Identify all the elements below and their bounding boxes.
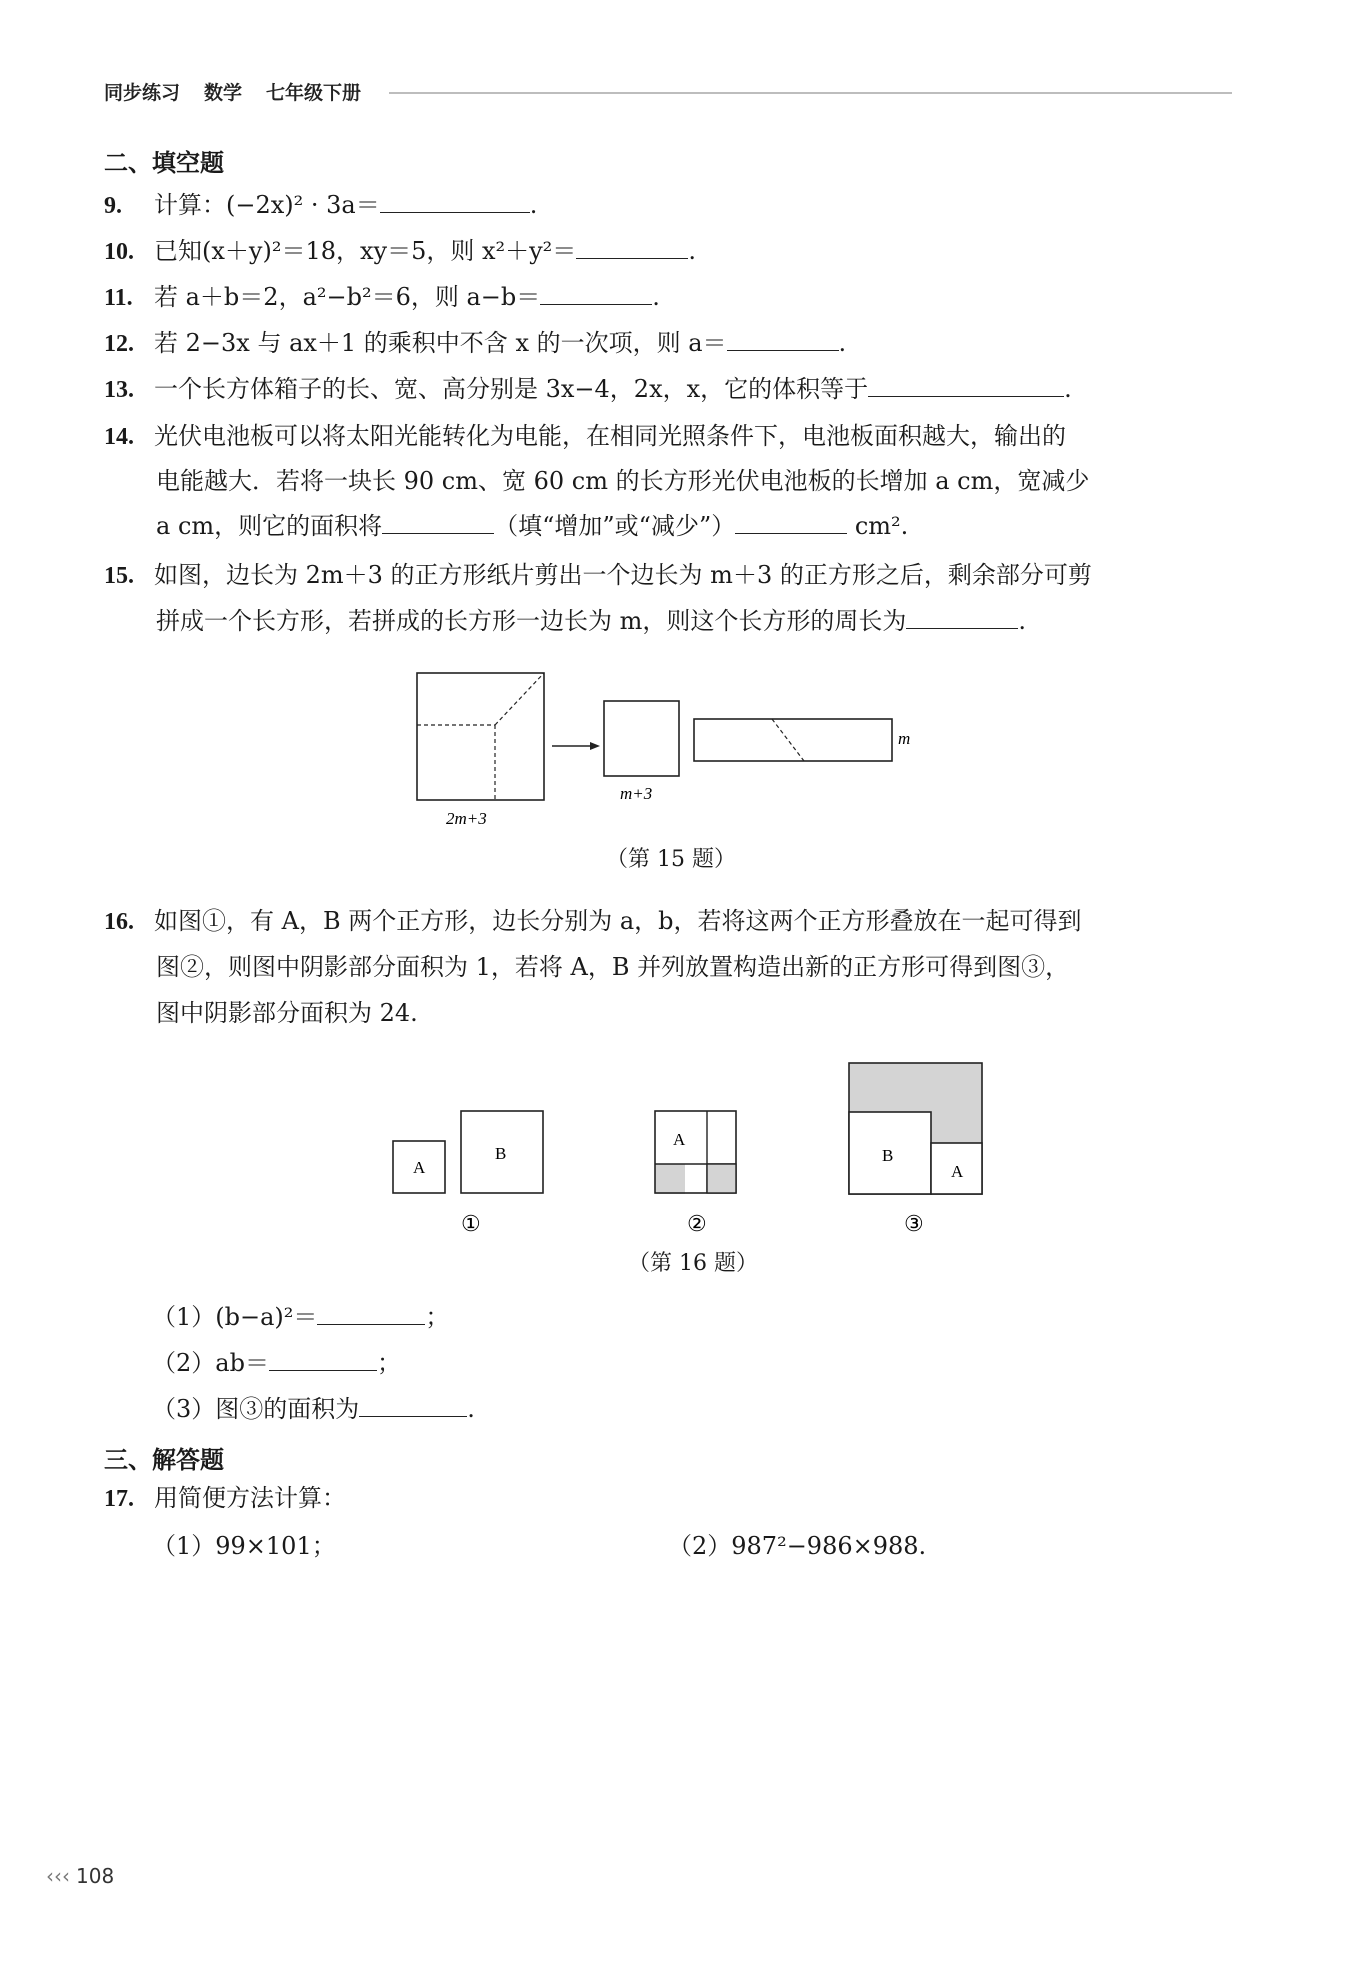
arrow-head [590,742,600,750]
question-text: 拼成一个长方形，若拼成的长方形一边长为 m，则这个长方形的周长为 [156,607,907,635]
question-17 [104,1475,1234,1522]
question-end: . [1018,607,1027,635]
answer-blank[interactable] [359,1392,467,1417]
fig2-label-a: A [673,1130,686,1149]
question-16-part2 [152,1343,401,1383]
question-number: 11. [104,285,133,311]
page-footer [46,1864,114,1888]
figure-15 [410,660,930,830]
small-square [604,701,679,776]
page-number: 108 [76,1864,115,1888]
question-text-line1: 如图①，有 A，B 两个正方形，边长分别为 a，b，若将这两个正方形叠放在一起可得到 [154,907,1082,935]
question-10 [104,228,1234,275]
question-15-line2 [156,598,1226,644]
question-text: 若 a＋b＝2，a²−b²＝6，则 a−b＝ [154,283,541,311]
question-9 [104,182,1234,229]
grade-title: 七年级下册 [266,81,362,104]
answer-blank[interactable] [380,188,530,213]
answer-blank-amount[interactable] [735,509,847,534]
question-text: （3）图③的面积为 [152,1395,360,1423]
question-end: ； [376,1349,401,1377]
answer-blank[interactable] [540,280,652,305]
question-number: 15. [104,563,134,589]
question-17-part1: （1）99×101； [152,1532,336,1560]
label-rect-side: m [898,729,911,748]
question-16 [104,898,1234,945]
section-fill-blank: 二、填空题 [104,149,224,177]
question-11 [104,274,1234,321]
question-text: （2）ab＝ [152,1349,269,1377]
figure-15-drawing [410,660,930,830]
question-number: 10. [104,239,134,265]
question-number: 9. [104,193,122,219]
question-14 [104,413,1234,460]
question-14-line3 [156,503,1226,549]
fig1-mark: ① [461,1211,481,1236]
question-text-line1: 如图，边长为 2m＋3 的正方形纸片剪出一个边长为 m＋3 的正方形之后，剩余部分可剪 [154,561,1092,589]
question-number: 13. [104,377,134,403]
dashed-cut-diagonal [495,673,544,725]
question-17-part2: （2）987²−986×988. [668,1532,927,1560]
question-end: . [688,237,696,265]
question-16-line3: 图中阴影部分面积为 24. [156,999,418,1027]
label-big-side: 2m+3 [446,809,487,828]
figure-16 [380,1055,1000,1245]
question-text: 计算：(−2x)² · 3a＝ [154,191,380,219]
question-text: 用简便方法计算： [154,1484,346,1512]
question-text: （1）(b−a)²＝ [152,1303,318,1331]
fig2-shaded-square [707,1164,736,1193]
fig2-mark: ② [687,1211,707,1236]
question-text: （填“增加”或“减少”） [494,512,736,540]
fig3-mark: ③ [904,1211,924,1236]
book-title: 同步练习 [104,81,181,104]
header-rule [389,92,1232,94]
page-header [104,76,1232,106]
question-end: . [529,191,538,219]
footer-arrows-icon: ‹‹‹ [46,1864,70,1888]
answer-blank[interactable] [906,604,1018,629]
question-16-line2: 图②，则图中阴影部分面积为 1，若将 A，B 并列放置构造出新的正方形可得到图③， [156,953,1070,981]
answer-blank[interactable] [727,326,839,351]
fig2-shaded-region [655,1164,685,1194]
fig3-label-b: B [882,1146,894,1165]
big-square [417,673,544,800]
rectangle-dashed-seam [772,719,804,761]
question-text: 若 2−3x 与 ax＋1 的乘积中不含 x 的一次项，则 a＝ [154,329,727,357]
question-number: 14. [104,424,134,450]
question-text: 一个长方体箱子的长、宽、高分别是 3x−4，2x，x，它的体积等于 [154,375,869,403]
fig1-label-a: A [413,1158,426,1177]
result-rectangle [694,719,892,761]
answer-blank[interactable] [269,1346,377,1371]
question-end: . [467,1395,475,1423]
question-text: 已知(x＋y)²＝18，xy＝5，则 x²＋y²＝ [154,237,577,265]
subject-title: 数学 [204,81,243,104]
question-number: 12. [104,331,134,357]
figure-16-caption: （第 16 题） [628,1251,758,1276]
question-end: ； [425,1303,450,1331]
unit-text: cm². [854,512,909,540]
question-14-line2: 电能越大．若将一块长 90 cm、宽 60 cm 的长方形光伏电池板的长增加 a cm，宽减少 [156,467,1090,495]
question-16-part3 [152,1389,475,1429]
question-16-part1 [152,1297,449,1337]
answer-blank-change[interactable] [382,509,494,534]
question-end: . [838,329,847,357]
question-12 [104,320,1234,367]
question-text-line1: 光伏电池板可以将太阳光能转化为电能，在相同光照条件下，电池板面积越大，输出的 [154,422,1066,450]
fig1-label-b: B [495,1144,507,1163]
answer-blank[interactable] [868,372,1064,397]
answer-blank[interactable] [576,234,688,259]
fig3-label-a: A [951,1162,964,1181]
question-number: 17. [104,1486,134,1512]
question-end: . [1064,375,1072,403]
label-small-side: m+3 [620,784,653,803]
question-number: 16. [104,909,134,935]
figure-16-drawing [380,1055,1000,1245]
figure-15-caption: （第 15 题） [606,847,736,872]
question-13 [104,366,1234,413]
answer-blank[interactable] [317,1300,425,1325]
question-text: a cm，则它的面积将 [156,512,383,540]
section-answer: 三、解答题 [104,1446,224,1474]
question-end: . [652,283,660,311]
question-15 [104,552,1234,599]
